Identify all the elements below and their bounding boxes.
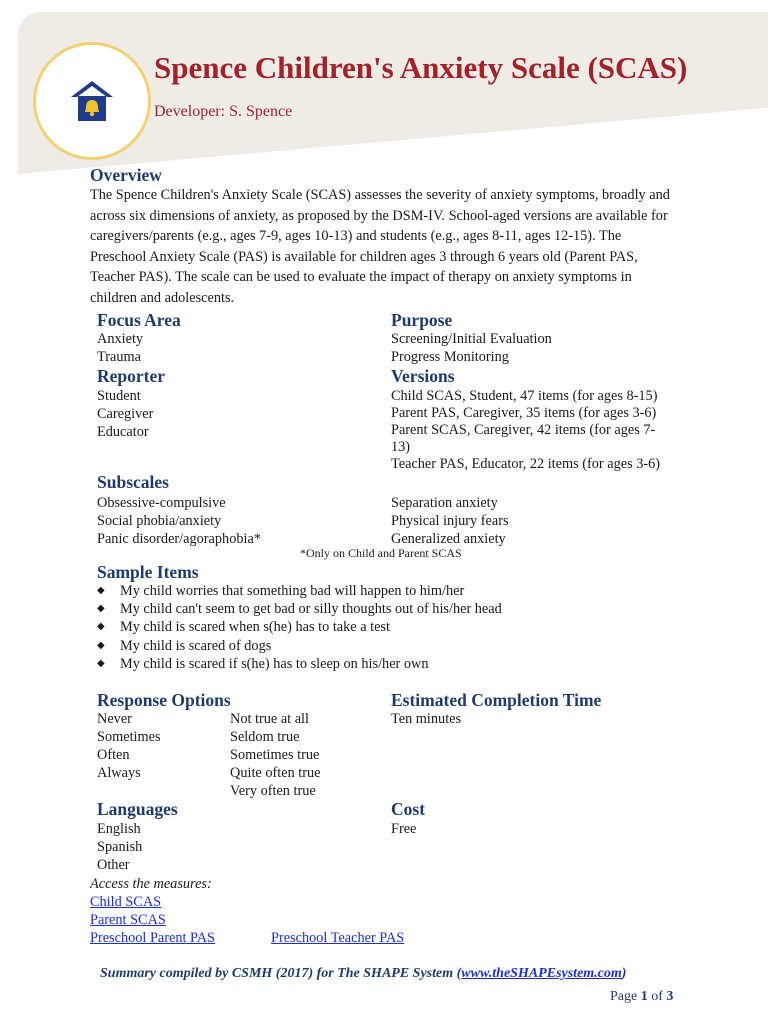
- sample-items-heading: Sample Items: [97, 562, 199, 582]
- preschool-parent-pas-link[interactable]: Preschool Parent PAS: [90, 930, 215, 946]
- diamond-bullet-icon: ◆: [97, 621, 105, 633]
- versions-item: Parent SCAS, Caregiver, 42 items (for ages 7-: [391, 422, 656, 438]
- page-label: Page: [610, 989, 638, 1004]
- language-item: English: [97, 821, 141, 837]
- versions-heading: Versions: [391, 366, 455, 386]
- subscale-item: Generalized anxiety: [391, 531, 506, 547]
- completion-time-value: Ten minutes: [391, 711, 462, 727]
- house-bell-icon: [69, 79, 115, 123]
- page-total: 3: [666, 989, 674, 1004]
- versions-item: 13): [391, 439, 411, 455]
- response-option: Often: [97, 747, 130, 763]
- purpose-item: Screening/Initial Evaluation: [391, 331, 552, 347]
- shape-system-link[interactable]: www.theSHAPEsystem.com: [461, 966, 622, 981]
- language-item: Other: [97, 857, 130, 873]
- sample-item-text: My child is scared of dogs: [120, 637, 272, 654]
- response-option: Quite often true: [230, 765, 321, 781]
- purpose-heading: Purpose: [391, 310, 453, 330]
- response-option: Always: [97, 765, 141, 781]
- response-option: Never: [97, 711, 132, 727]
- response-option: Not true at all: [230, 711, 310, 727]
- purpose-item: Progress Monitoring: [391, 349, 509, 365]
- sample-item-text: My child worries that something bad will happen to him/her: [120, 583, 465, 599]
- access-label: Access the measures:: [90, 876, 212, 892]
- footer-prefix: Summary compiled by CSMH (2017) for The SHAPE System (: [100, 966, 462, 981]
- subscale-item: Social phobia/anxiety: [97, 513, 222, 529]
- logo: [33, 42, 151, 160]
- page-of: of: [651, 989, 663, 1004]
- diamond-bullet-icon: ◆: [97, 639, 105, 651]
- cost-heading: Cost: [391, 799, 426, 819]
- sample-item-text: My child is scared if s(he) has to sleep on his/her own: [120, 655, 429, 672]
- developer-line: Developer: S. Spence: [154, 103, 293, 120]
- focus-area-heading: Focus Area: [97, 310, 181, 330]
- subscale-item: Panic disorder/agoraphobia*: [97, 531, 261, 547]
- list-item: [97, 618, 502, 636]
- diamond-bullet-icon: ◆: [97, 657, 105, 669]
- focus-area-item: Trauma: [97, 349, 141, 365]
- overview-text: The Spence Children's Anxiety Scale (SCAS) assesses the severity of anxiety symptoms, broadly and across six dimensions of anxiety, as proposed by the DSM-IV. School-aged versions are available for caregivers/parents (e.g., ages 7-9, ages 10-13) and students (e.g., ages 8-11, ages 12-15). The Preschool Anxiety Scale (PAS) is available for children ages 3 through 6 years old (Parent PAS, Teacher PAS). The scale can be used to evaluate the impact of therapy on anxiety symptoms in children and adolescents.: [90, 187, 670, 306]
- footer-summary: [100, 966, 626, 982]
- response-option: Sometimes: [97, 729, 161, 745]
- response-option: Sometimes true: [230, 747, 320, 763]
- overview-heading: Overview: [90, 165, 162, 185]
- list-item: [97, 582, 502, 600]
- reporter-item: Student: [97, 388, 141, 404]
- subscale-item: Separation anxiety: [391, 495, 498, 511]
- versions-item: Child SCAS, Student, 47 items (for ages 8-15): [391, 388, 658, 404]
- focus-area-item: Anxiety: [97, 331, 144, 347]
- subscales-note: *Only on Child and Parent SCAS: [300, 546, 462, 560]
- page-indicator: [610, 989, 673, 1005]
- sample-item-text: My child is scared when s(he) has to take a test: [120, 619, 390, 636]
- list-item: [97, 600, 502, 618]
- sample-item-text: My child can't seem to get bad or silly thoughts out of his/her head: [120, 601, 502, 618]
- page-current: 1: [640, 989, 648, 1004]
- versions-item: Teacher PAS, Educator, 22 items (for ages 3-6): [391, 456, 661, 472]
- reporter-heading: Reporter: [97, 366, 166, 386]
- versions-item: Parent PAS, Caregiver, 35 items (for ages 3-6): [391, 405, 657, 421]
- preschool-teacher-pas-link[interactable]: Preschool Teacher PAS: [271, 930, 405, 946]
- completion-time-heading: Estimated Completion Time: [391, 690, 602, 710]
- response-option: Very often true: [230, 783, 316, 799]
- page-title: Spence Children's Anxiety Scale (SCAS): [154, 50, 688, 85]
- subscales-heading: Subscales: [97, 472, 169, 492]
- subscale-item: Physical injury fears: [391, 513, 509, 529]
- response-option: Seldom true: [230, 729, 300, 745]
- child-scas-link[interactable]: Child SCAS: [90, 894, 162, 910]
- cost-value: Free: [391, 821, 417, 837]
- subscale-item: Obsessive-compulsive: [97, 495, 226, 511]
- footer-suffix: ): [621, 966, 627, 981]
- list-item: [97, 655, 502, 673]
- list-item: [97, 637, 502, 655]
- reporter-item: Caregiver: [97, 406, 154, 422]
- parent-scas-link[interactable]: Parent SCAS: [90, 912, 166, 928]
- diamond-bullet-icon: ◆: [97, 585, 105, 596]
- response-options-heading: Response Options: [97, 690, 231, 710]
- languages-heading: Languages: [97, 799, 178, 819]
- diamond-bullet-icon: ◆: [97, 603, 105, 615]
- sample-items-list: [97, 582, 502, 673]
- reporter-item: Educator: [97, 424, 149, 440]
- language-item: Spanish: [97, 839, 143, 855]
